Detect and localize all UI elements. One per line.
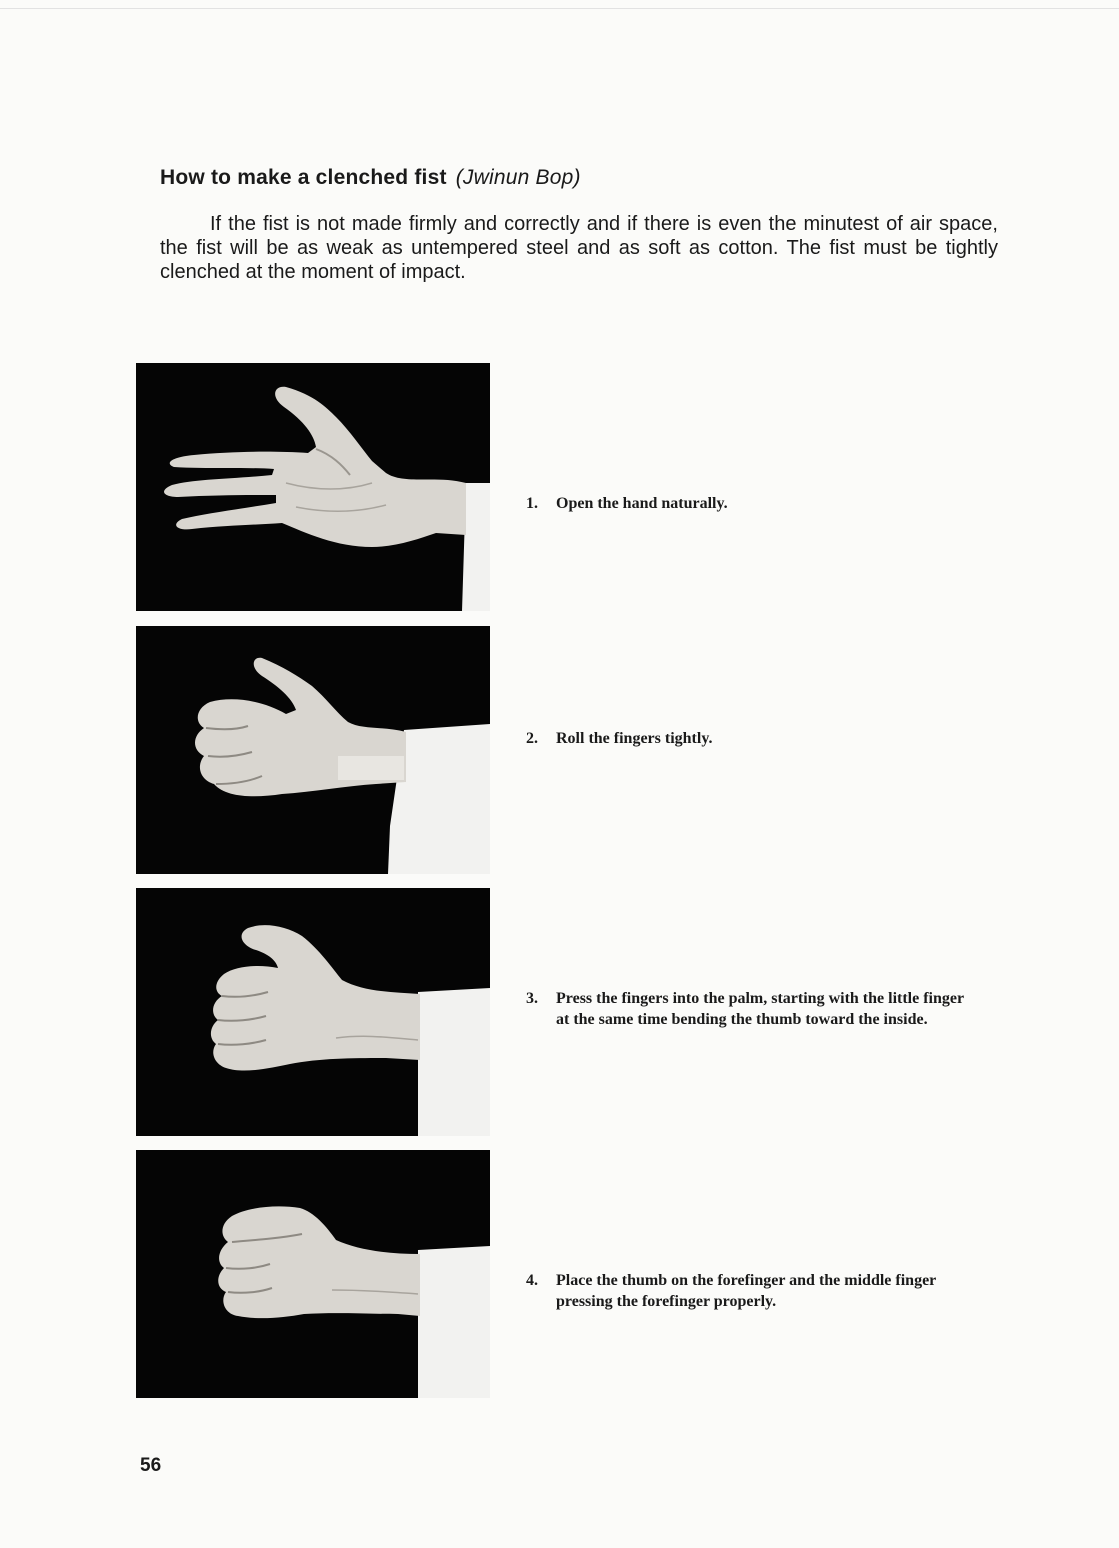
photo-pressed-fingers xyxy=(136,888,490,1136)
heading-italic: (Jwinun Bop) xyxy=(455,166,581,190)
step-number: 3. xyxy=(526,990,538,1007)
photo-open-hand xyxy=(136,363,490,611)
step-text: Place the thumb on the forefinger and the middle finger pressing the forefinger properly. xyxy=(556,1272,936,1310)
section-heading xyxy=(160,166,581,190)
step-number: 4. xyxy=(526,1272,538,1289)
step-number: 2. xyxy=(526,730,538,747)
rolled-fingers-illustration xyxy=(136,626,490,874)
step-number: 1. xyxy=(526,495,538,512)
step-text: Roll the fingers tightly. xyxy=(556,730,713,747)
step-3 xyxy=(526,988,976,1030)
page-number: 56 xyxy=(140,1455,162,1476)
pressed-fingers-illustration xyxy=(136,888,490,1136)
photo-rolled-fingers xyxy=(136,626,490,874)
heading-main: How to make a clenched fist xyxy=(160,166,447,190)
step-1 xyxy=(526,493,976,514)
step-4 xyxy=(526,1270,976,1312)
step-text: Open the hand naturally. xyxy=(556,495,728,512)
step-text: Press the fingers into the palm, starting with the little finger at the same time bending the thumb toward the inside. xyxy=(556,990,964,1028)
photo-thumb-placed xyxy=(136,1150,490,1398)
thumb-placed-illustration xyxy=(136,1150,490,1398)
step-2 xyxy=(526,728,976,749)
scan-edge-line xyxy=(0,8,1119,9)
intro-paragraph: If the fist is not made firmly and correctly and if there is even the minutest of air space, the fist will be as weak as untempered steel and as soft as cotton. The fist must be tightly clenched at the moment of impact. xyxy=(160,213,998,283)
open-hand-illustration xyxy=(136,363,490,611)
